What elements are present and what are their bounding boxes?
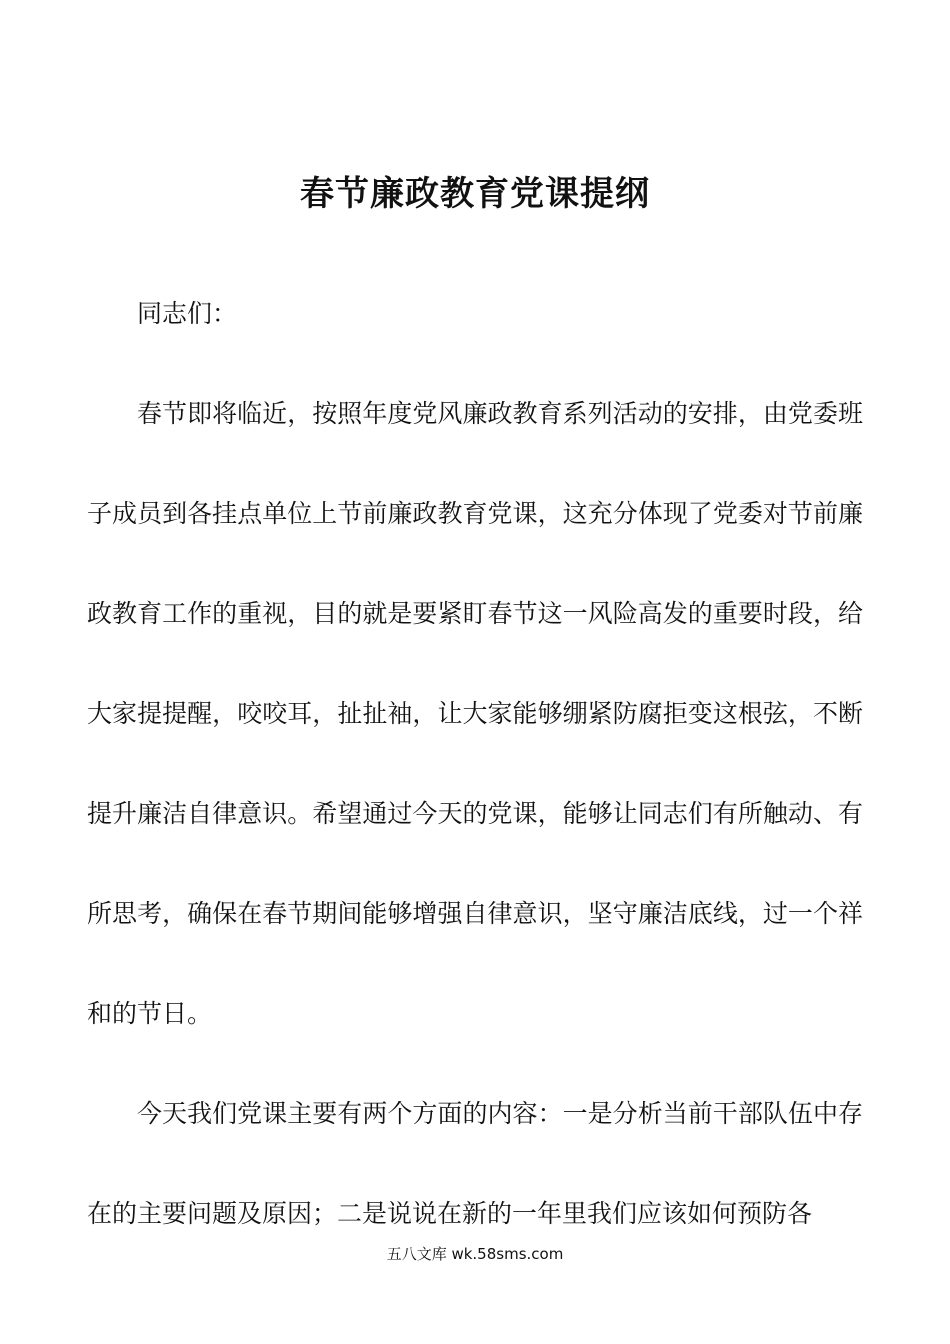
greeting-paragraph: 同志们：: [137, 299, 238, 328]
footer-watermark: 五八文库 wk.58sms.com: [386, 1245, 564, 1263]
document-title: 春节廉政教育党课提纲: [300, 173, 650, 214]
body-paragraph-2: 今天我们党课主要有两个方面的内容：一是分析当前干部队伍中存在的主要问题及原因；二是说说在新的一年里我们应该如何预防各: [87, 1099, 863, 1228]
document-body: [87, 264, 863, 1264]
body-paragraph-1: 春节即将临近，按照年度党风廉政教育系列活动的安排，由党委班子成员到各挂点单位上节前廉政教育党课，这充分体现了党委对节前廉政教育工作的重视，目的就是要紧盯春节这一风险高发的重要时段，给大家提提醒，咬咬耳，扯扯袖，让大家能够绷紧防腐拒变这根弦，不断提升廉洁自律意识。希望通过今天的党课，能够让同志们有所触动、有所思考，确保在春节期间能够增强自律意识，坚守廉洁底线，过一个祥和的节日。: [87, 399, 863, 1028]
